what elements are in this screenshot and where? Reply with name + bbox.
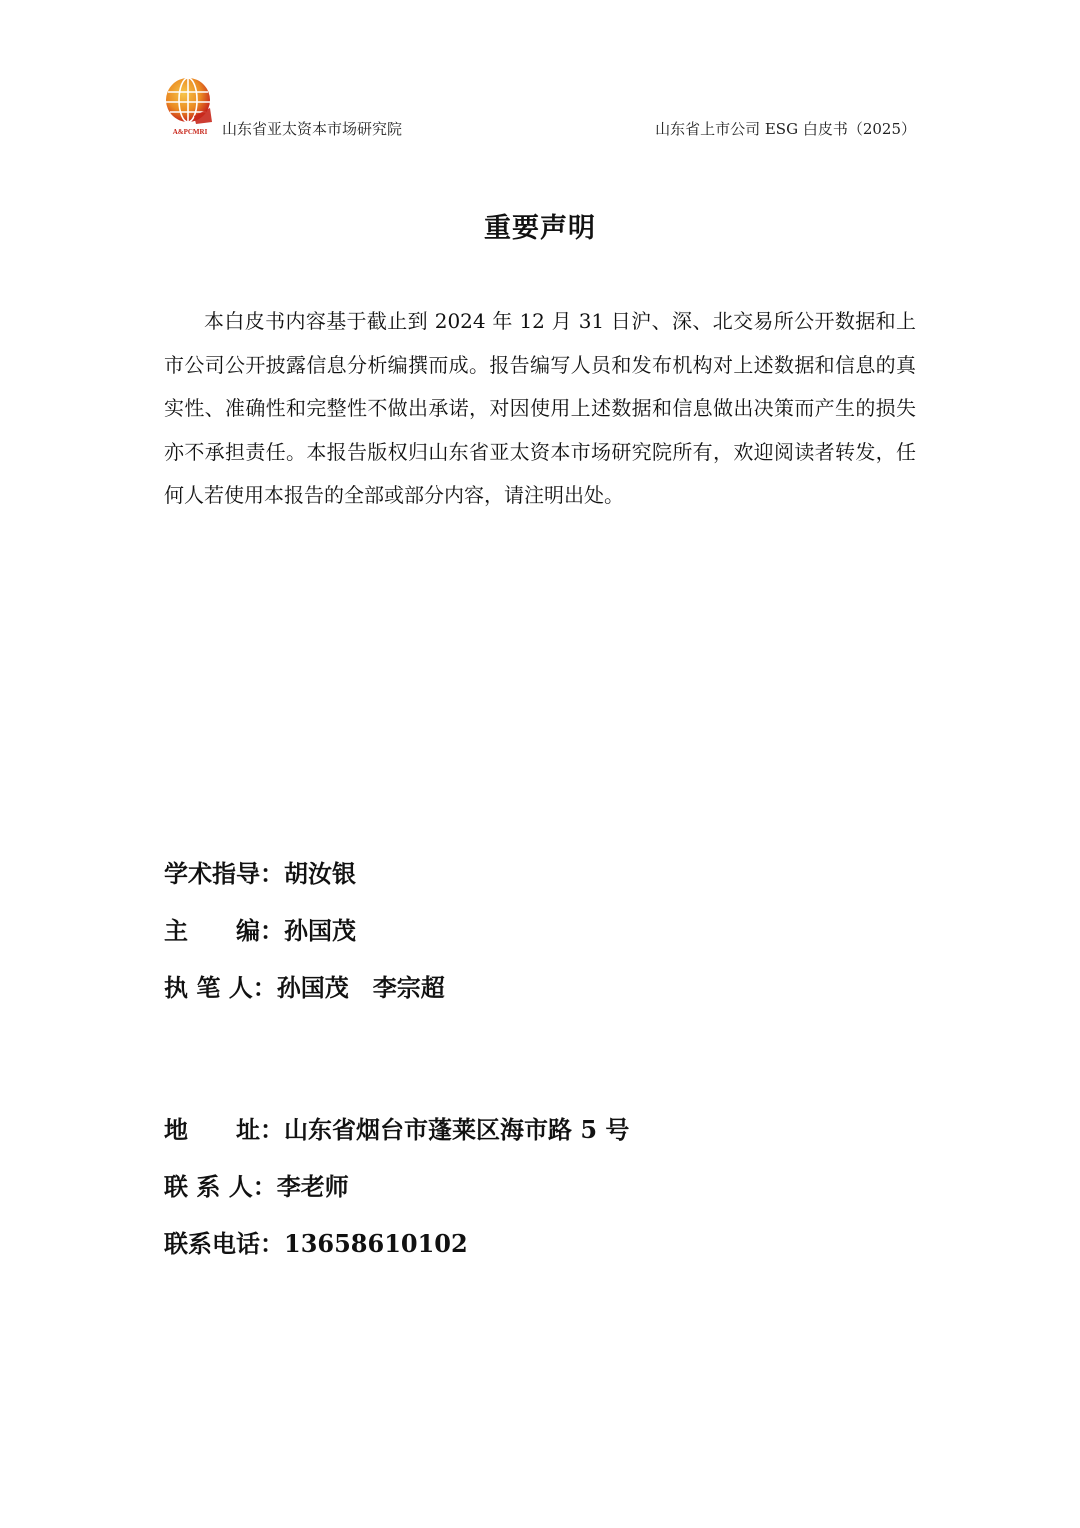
academic-advisor-label: 学术指导：: [164, 859, 284, 888]
address-label: 地 址：: [164, 1115, 284, 1144]
academic-advisor-row: [164, 859, 916, 919]
contact-person-value: 李老师: [276, 1172, 349, 1201]
author-value: 孙国茂 李宗超: [276, 973, 445, 1002]
page-header: [164, 76, 916, 138]
statement-paragraph: 本白皮书内容基于截止到 2024 年 12 月 31 日沪、深、北交易所公开数据和上市公司公开披露信息分析编撰而成。报告编写人员和发布机构对上述数据和信息的真实性、准确性和完整性不做出承诺，对因使用上述数据和信息做出决策而产生的损失亦不承担责任。本报告版权归山东省亚太资本市场研究院所有，欢迎阅读者转发，任何人若使用本报告的全部或部分内容，请注明出处。: [164, 309, 916, 507]
phone-label: 联系电话：: [164, 1229, 284, 1258]
logo-text: A&PCMRI: [172, 128, 208, 136]
phone-row: [164, 1229, 916, 1289]
academic-advisor-value: 胡汝银: [284, 859, 356, 888]
document-title: 山东省上市公司 ESG 白皮书（2025）: [655, 120, 916, 138]
organization-name: 山东省亚太资本市场研究院: [222, 120, 403, 138]
contact-list: [164, 1115, 916, 1289]
chief-editor-value: 孙国茂: [284, 916, 356, 945]
institute-logo: [164, 76, 216, 138]
staff-list: [164, 859, 916, 1033]
author-row: [164, 973, 916, 1033]
author-label: 执 笔 人：: [164, 973, 277, 1002]
contact-person-label: 联 系 人：: [164, 1172, 277, 1201]
header-rule: [164, 140, 916, 141]
page-title: 重要声明: [484, 213, 596, 244]
phone-value: 13658610102: [284, 1229, 468, 1258]
chief-editor-label: 主 编：: [164, 916, 284, 945]
chief-editor-row: [164, 916, 916, 976]
address-value: 山东省烟台市蓬莱区海市路 5 号: [284, 1115, 630, 1144]
contact-person-row: [164, 1172, 916, 1232]
address-row: [164, 1115, 916, 1175]
